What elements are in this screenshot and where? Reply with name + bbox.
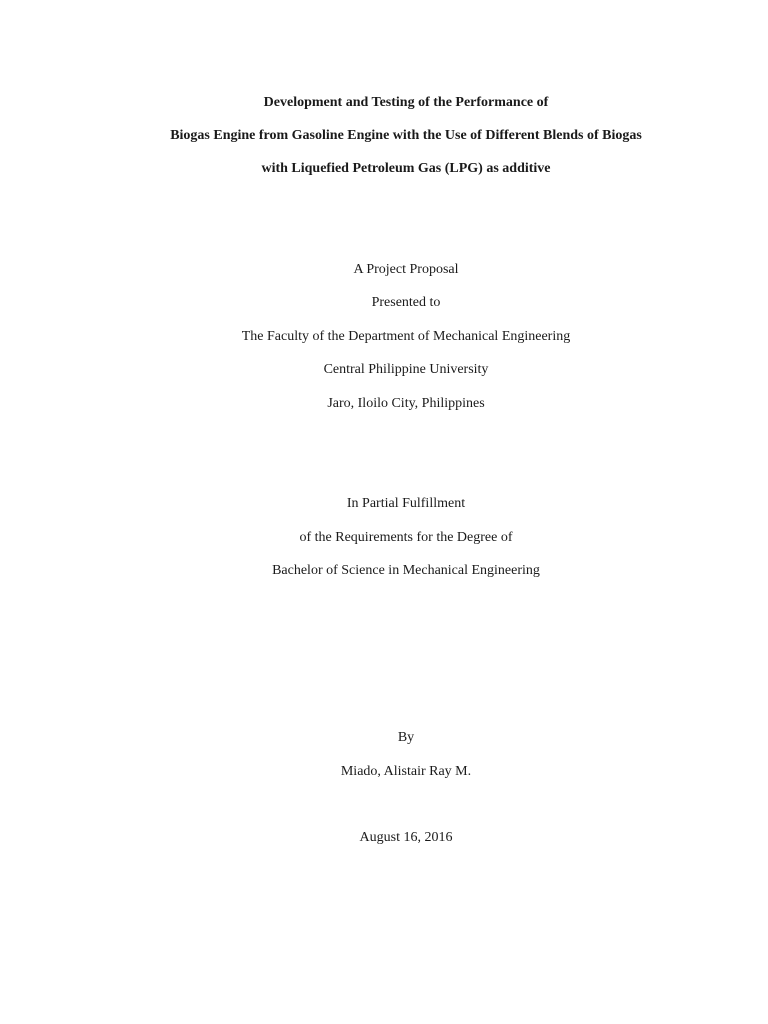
university-location: Jaro, Iloilo City, Philippines: [327, 396, 485, 411]
title-line-3: with Liquefied Petroleum Gas (LPG) as additive: [261, 161, 551, 176]
presented-to: Presented to: [371, 295, 441, 310]
title-line-2: Biogas Engine from Gasoline Engine with the Use of Different Blends of Biogas: [170, 128, 642, 143]
document-date: August 16, 2016: [359, 830, 453, 845]
faculty-name: The Faculty of the Department of Mechanical Engineering: [241, 329, 571, 344]
author-name: Miado, Alistair Ray M.: [340, 764, 472, 779]
proposal-type: A Project Proposal: [353, 262, 459, 277]
degree-name: Bachelor of Science in Mechanical Engineering: [272, 563, 540, 578]
university-name: Central Philippine University: [323, 362, 489, 377]
fulfillment-line-1: In Partial Fulfillment: [346, 496, 466, 511]
title-line-1: Development and Testing of the Performance of: [263, 95, 549, 110]
by-label: By: [397, 730, 415, 745]
fulfillment-line-2: of the Requirements for the Degree of: [299, 530, 513, 545]
